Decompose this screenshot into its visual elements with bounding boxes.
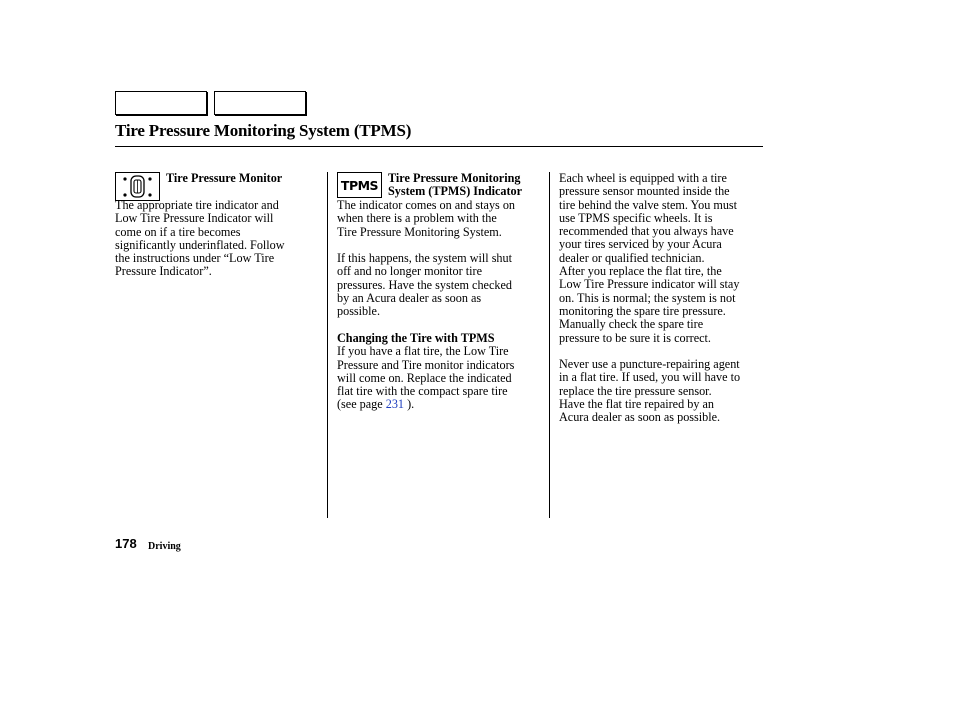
tpms-icon-label: TPMS — [340, 178, 379, 193]
text-line: tire behind the valve stem. You must — [559, 197, 738, 212]
text-line: when there is a problem with the — [337, 211, 497, 226]
text-line: monitoring the spare tire pressure. — [559, 303, 726, 318]
nav-button-index[interactable] — [214, 91, 306, 115]
column-divider-1 — [327, 172, 328, 518]
text-line: possible. — [337, 304, 380, 319]
text-line: Low Tire Pressure indicator will stay — [559, 277, 740, 292]
text-line: the instructions under “Low Tire — [115, 251, 275, 266]
section-name: Driving — [148, 541, 181, 552]
text-line: Pressure Indicator”. — [115, 264, 212, 279]
text-line: Low Tire Pressure Indicator will — [115, 211, 274, 226]
text-line: Never use a puncture-repairing agent — [559, 357, 740, 372]
text-line: by an Acura dealer as soon as — [337, 291, 482, 306]
text-line: Manually check the spare tire — [559, 317, 704, 332]
title-divider — [115, 146, 763, 147]
tpms-indicator-icon — [337, 172, 382, 198]
see-page-suffix: ). — [404, 397, 415, 412]
tire-pressure-monitor-icon — [115, 172, 160, 201]
nav-button-main-menu[interactable] — [115, 91, 207, 115]
tire-pressure-monitor-heading: Tire Pressure Monitor — [166, 171, 283, 185]
see-page-prefix: (see page — [337, 397, 386, 412]
text-line: use TPMS specific wheels. It is — [559, 210, 713, 225]
heading-line: System (TPMS) Indicator — [388, 184, 523, 199]
text-line: flat tire with the compact spare tire — [337, 384, 508, 399]
page-number: 178 — [115, 536, 137, 551]
heading-line: Tire Pressure Monitoring — [388, 171, 521, 185]
changing-tire-subheading: Changing the Tire with TPMS — [337, 330, 495, 345]
text-line: If this happens, the system will shut — [337, 251, 513, 266]
text-line: will come on. Replace the indicated — [337, 370, 512, 385]
text-line: After you replace the flat tire, the — [559, 264, 722, 279]
text-line: Pressure and Tire monitor indicators — [337, 357, 515, 372]
text-line: replace the tire pressure sensor. — [559, 383, 712, 398]
text-line — [337, 398, 547, 411]
page-title: Tire Pressure Monitoring System (TPMS) — [115, 121, 412, 140]
text-line: Have the flat tire repaired by an — [559, 397, 714, 412]
text-line: significantly underinflated. Follow — [115, 237, 285, 252]
tpms-indicator-heading — [388, 172, 522, 199]
text-line: pressure sensor mounted inside the — [559, 184, 730, 199]
page-231-link[interactable]: 231 — [385, 397, 405, 412]
text-line: in a flat tire. If used, you will have to — [559, 370, 741, 385]
text-line: Tire Pressure Monitoring System. — [337, 224, 502, 239]
column-divider-2 — [549, 172, 550, 518]
text-line: Each wheel is equipped with a tire — [559, 171, 727, 185]
text-line: your tires serviced by your Acura — [559, 237, 722, 252]
text-line: off and no longer monitor tire — [337, 264, 482, 279]
text-line: The appropriate tire indicator and — [115, 198, 279, 212]
text-line: The indicator comes on and stays on — [337, 198, 516, 212]
text-line: Acura dealer as soon as possible. — [559, 410, 721, 425]
tire-pressure-monitor-text — [115, 199, 320, 279]
tpms-indicator-text — [337, 199, 547, 412]
text-line: recommended that you always have — [559, 224, 734, 239]
text-line: If you have a flat tire, the Low Tire — [337, 344, 509, 359]
text-line: come on if a tire becomes — [115, 224, 241, 239]
text-line: on. This is normal; the system is not — [559, 290, 736, 305]
text-line: pressures. Have the system checked — [337, 277, 512, 292]
text-line: pressure to be sure it is correct. — [559, 330, 711, 345]
text-line: dealer or qualified technician. — [559, 250, 705, 265]
wheel-sensor-text — [559, 172, 769, 425]
